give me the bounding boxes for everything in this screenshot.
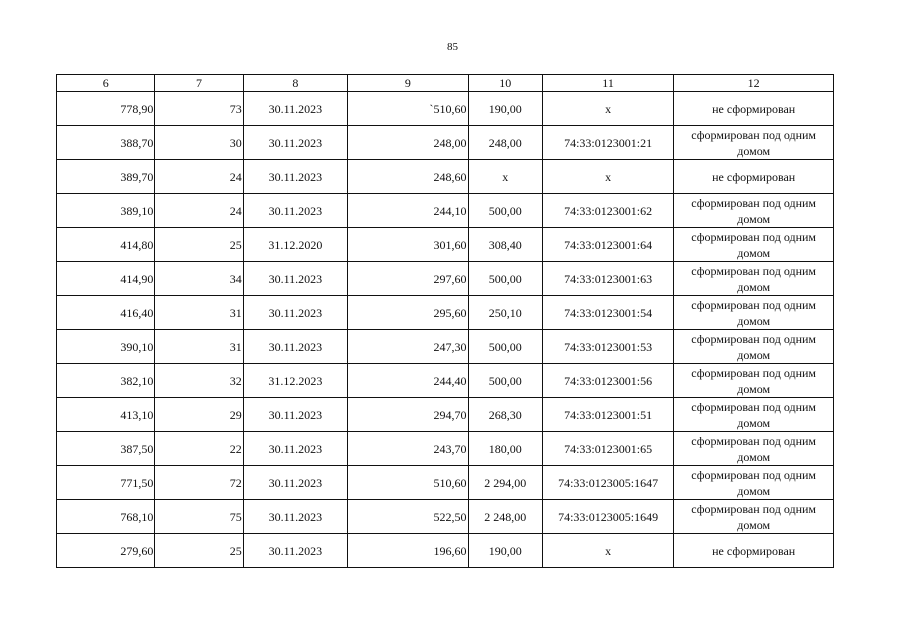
cell-value-9: 522,50 <box>348 500 468 534</box>
table-row <box>57 296 834 330</box>
table-row <box>57 194 834 228</box>
cell-date: 31.12.2020 <box>243 228 347 262</box>
cell-value-10: 2 248,00 <box>468 500 542 534</box>
cell-area: 388,70 <box>57 126 155 160</box>
column-header-12: 12 <box>674 75 834 92</box>
cell-status: сформирован под одним домом <box>674 262 834 296</box>
cell-date: 30.11.2023 <box>243 126 347 160</box>
table-row <box>57 92 834 126</box>
cell-status: сформирован под одним домом <box>674 296 834 330</box>
cell-value-10: 2 294,00 <box>468 466 542 500</box>
cell-value-10: 250,10 <box>468 296 542 330</box>
cell-status: не сформирован <box>674 92 834 126</box>
cell-area: 768,10 <box>57 500 155 534</box>
cell-cadastral: 74:33:0123001:62 <box>542 194 674 228</box>
cell-area: 413,10 <box>57 398 155 432</box>
cell-cadastral: 74:33:0123001:64 <box>542 228 674 262</box>
data-table <box>56 74 834 568</box>
cell-value-9: `510,60 <box>348 92 468 126</box>
cell-area: 382,10 <box>57 364 155 398</box>
cell-status: не сформирован <box>674 160 834 194</box>
cell-value-9: 301,60 <box>348 228 468 262</box>
cell-value-9: 510,60 <box>348 466 468 500</box>
table-row <box>57 398 834 432</box>
cell-area: 389,70 <box>57 160 155 194</box>
cell-status: сформирован под одним домом <box>674 126 834 160</box>
cell-cadastral: 74:33:0123001:54 <box>542 296 674 330</box>
cell-count: 72 <box>155 466 243 500</box>
cell-value-9: 247,30 <box>348 330 468 364</box>
page-number: 85 <box>447 41 458 53</box>
cell-value-9: 244,40 <box>348 364 468 398</box>
cell-status: сформирован под одним домом <box>674 330 834 364</box>
cell-count: 34 <box>155 262 243 296</box>
cell-value-9: 243,70 <box>348 432 468 466</box>
cell-date: 30.11.2023 <box>243 92 347 126</box>
cell-value-10: 190,00 <box>468 92 542 126</box>
cell-area: 416,40 <box>57 296 155 330</box>
table-row <box>57 262 834 296</box>
cell-cadastral: 74:33:0123001:56 <box>542 364 674 398</box>
cell-count: 32 <box>155 364 243 398</box>
cell-date: 30.11.2023 <box>243 296 347 330</box>
cell-area: 390,10 <box>57 330 155 364</box>
cell-date: 30.11.2023 <box>243 466 347 500</box>
cell-cadastral: 74:33:0123001:21 <box>542 126 674 160</box>
cell-date: 30.11.2023 <box>243 534 347 568</box>
table-row <box>57 500 834 534</box>
cell-status: сформирован под одним домом <box>674 466 834 500</box>
cell-cadastral: 74:33:0123001:63 <box>542 262 674 296</box>
cell-area: 387,50 <box>57 432 155 466</box>
cell-cadastral: 74:33:0123001:51 <box>542 398 674 432</box>
cell-count: 24 <box>155 160 243 194</box>
cell-count: 29 <box>155 398 243 432</box>
cell-count: 30 <box>155 126 243 160</box>
cell-status: не сформирован <box>674 534 834 568</box>
cell-count: 31 <box>155 330 243 364</box>
table-row <box>57 160 834 194</box>
cell-value-10: 500,00 <box>468 364 542 398</box>
cell-value-10: 190,00 <box>468 534 542 568</box>
cell-status: сформирован под одним домом <box>674 364 834 398</box>
cell-value-9: 248,60 <box>348 160 468 194</box>
cell-date: 30.11.2023 <box>243 194 347 228</box>
cell-count: 24 <box>155 194 243 228</box>
cell-date: 30.11.2023 <box>243 432 347 466</box>
table-row <box>57 364 834 398</box>
column-header-6: 6 <box>57 75 155 92</box>
cell-value-10: 500,00 <box>468 194 542 228</box>
cell-status: сформирован под одним домом <box>674 432 834 466</box>
cell-count: 73 <box>155 92 243 126</box>
cell-date: 30.11.2023 <box>243 398 347 432</box>
column-header-7: 7 <box>155 75 243 92</box>
cell-value-9: 297,60 <box>348 262 468 296</box>
cell-value-9: 196,60 <box>348 534 468 568</box>
cell-cadastral: x <box>542 534 674 568</box>
cell-value-9: 295,60 <box>348 296 468 330</box>
cell-value-10: 268,30 <box>468 398 542 432</box>
cell-date: 30.11.2023 <box>243 160 347 194</box>
column-header-8: 8 <box>243 75 347 92</box>
cell-date: 30.11.2023 <box>243 262 347 296</box>
table-row <box>57 228 834 262</box>
table-row <box>57 330 834 364</box>
data-table-container <box>56 74 834 568</box>
table-header-row <box>57 75 834 92</box>
cell-count: 75 <box>155 500 243 534</box>
cell-count: 22 <box>155 432 243 466</box>
cell-value-9: 248,00 <box>348 126 468 160</box>
cell-cadastral: x <box>542 92 674 126</box>
cell-status: сформирован под одним домом <box>674 500 834 534</box>
table-row <box>57 432 834 466</box>
cell-status: сформирован под одним домом <box>674 228 834 262</box>
cell-cadastral: x <box>542 160 674 194</box>
cell-value-10: 180,00 <box>468 432 542 466</box>
cell-value-10: 248,00 <box>468 126 542 160</box>
table-row <box>57 534 834 568</box>
cell-count: 25 <box>155 228 243 262</box>
cell-date: 30.11.2023 <box>243 330 347 364</box>
cell-date: 31.12.2023 <box>243 364 347 398</box>
cell-cadastral: 74:33:0123005:1647 <box>542 466 674 500</box>
cell-area: 389,10 <box>57 194 155 228</box>
cell-value-9: 244,10 <box>348 194 468 228</box>
cell-area: 414,90 <box>57 262 155 296</box>
cell-value-10: 308,40 <box>468 228 542 262</box>
cell-value-10: 500,00 <box>468 330 542 364</box>
table-row <box>57 126 834 160</box>
cell-area: 771,50 <box>57 466 155 500</box>
cell-count: 25 <box>155 534 243 568</box>
cell-cadastral: 74:33:0123005:1649 <box>542 500 674 534</box>
table-row <box>57 466 834 500</box>
cell-value-10: 500,00 <box>468 262 542 296</box>
cell-cadastral: 74:33:0123001:65 <box>542 432 674 466</box>
cell-value-9: 294,70 <box>348 398 468 432</box>
cell-status: сформирован под одним домом <box>674 398 834 432</box>
cell-status: сформирован под одним домом <box>674 194 834 228</box>
cell-date: 30.11.2023 <box>243 500 347 534</box>
cell-cadastral: 74:33:0123001:53 <box>542 330 674 364</box>
cell-area: 414,80 <box>57 228 155 262</box>
cell-count: 31 <box>155 296 243 330</box>
column-header-11: 11 <box>542 75 674 92</box>
cell-area: 778,90 <box>57 92 155 126</box>
cell-area: 279,60 <box>57 534 155 568</box>
column-header-10: 10 <box>468 75 542 92</box>
column-header-9: 9 <box>348 75 468 92</box>
cell-value-10: x <box>468 160 542 194</box>
